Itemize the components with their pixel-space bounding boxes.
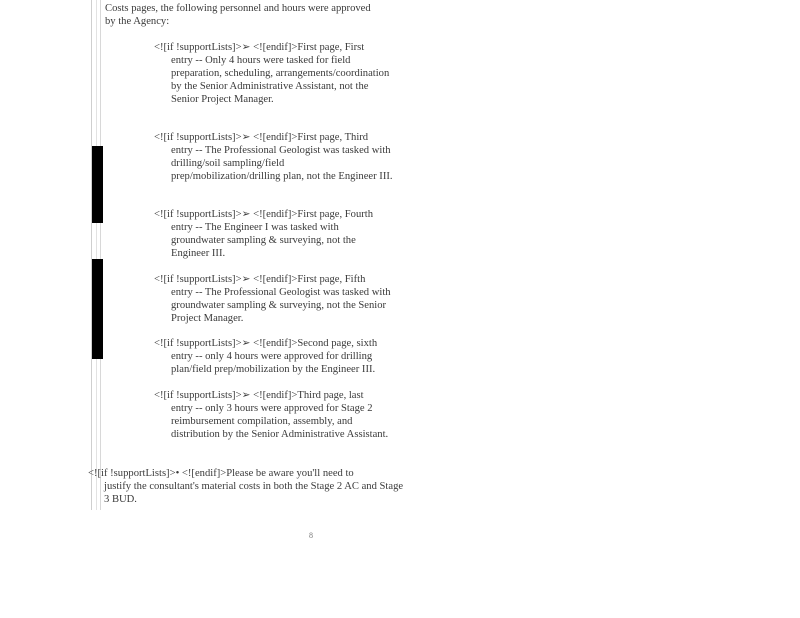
list-item-lead: <![if !supportLists]>➢ <![endif]>Third page, last [154,390,364,401]
list-item [154,41,394,106]
list-item-body: entry -- The Professional Geologist was tasked with drilling/soil sampling/field prep/mobilization/drilling plan, not the Engineer III. [171,145,393,182]
list-item-body: entry -- The Professional Geologist was tasked with groundwater sampling & surveying, not the Senior Project Manager. [171,287,391,324]
list-item [154,208,394,260]
list-item-lead: <![if !supportLists]>➢ <![endif]>First page, Fourth [154,209,374,220]
list-item [154,273,394,325]
intro-line: by the Agency: [105,16,170,27]
page-number: 8 [309,531,313,540]
intro-line: Costs pages, the following personnel and hours were approved [105,3,371,14]
redaction-bar [92,146,103,223]
list-item [154,131,394,183]
final-list-item [88,467,408,506]
redaction-bar [92,259,103,359]
scan-margin-line [91,0,92,510]
final-list-item-lead: <![if !supportLists]>• <![endif]>Please be aware you'll need to [88,468,354,479]
list-item-body: entry -- only 3 hours were approved for Stage 2 reimbursement compilation, assembly, and distribution by the Senior Administrative Assistant. [171,403,389,440]
list-item-lead: <![if !supportLists]>➢ <![endif]>First page, Third [154,132,369,143]
scan-margin-line [96,0,97,510]
list-item-lead: <![if !supportLists]>➢ <![endif]>First page, First [154,42,365,53]
list-item-lead: <![if !supportLists]>➢ <![endif]>First page, Fifth [154,274,366,285]
list-item [154,389,394,441]
scan-margin-line [100,0,101,510]
final-list-item-body: justify the consultant's material costs in both the Stage 2 AC and Stage 3 BUD. [104,481,404,505]
list-item-lead: <![if !supportLists]>➢ <![endif]>Second page, sixth [154,338,378,349]
intro-paragraph [105,2,405,28]
list-item [154,337,394,376]
list-item-body: entry -- The Engineer I was tasked with groundwater sampling & surveying, not the Engineer III. [171,222,356,259]
list-item-body: entry -- Only 4 hours were tasked for field preparation, scheduling, arrangements/coordination by the Senior Administrative Assistant, not the Senior Project Manager. [171,55,390,105]
list-item-body: entry -- only 4 hours were approved for drilling plan/field prep/mobilization by the Engineer III. [171,351,376,375]
